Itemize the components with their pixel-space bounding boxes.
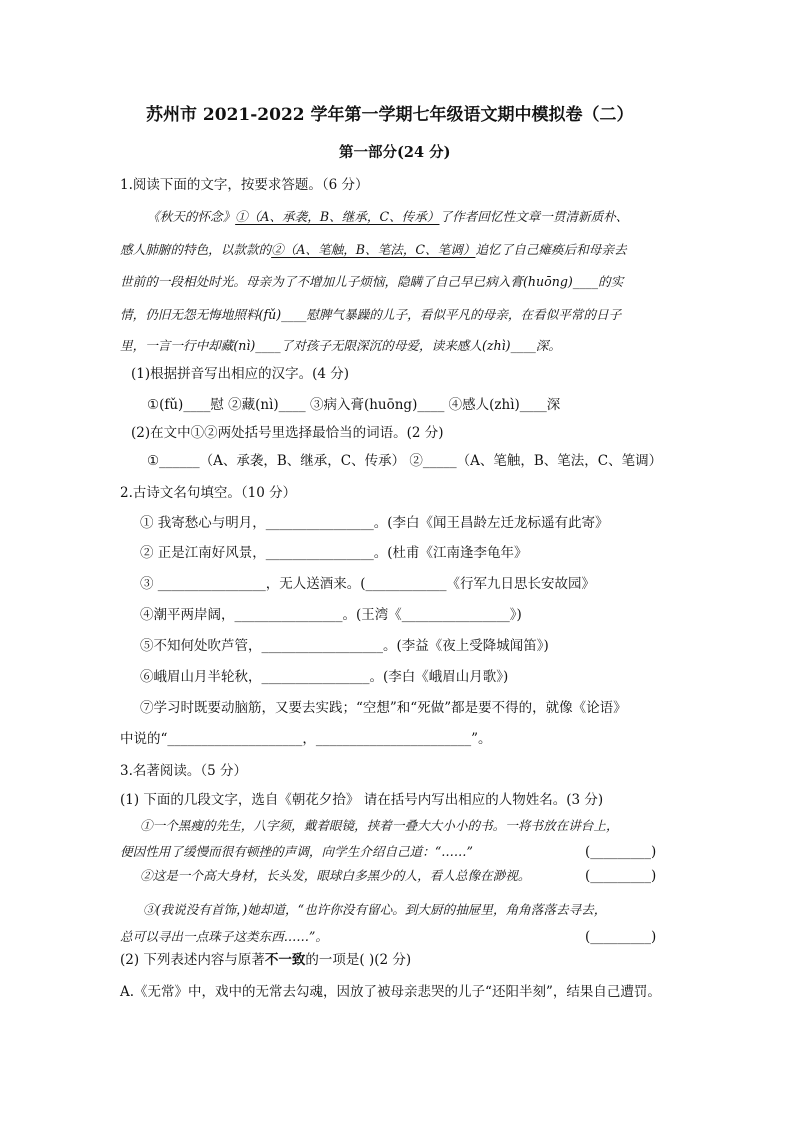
q2-line-8: 中说的“____________________，_______________________”。 bbox=[120, 731, 492, 747]
choice-1-options: ①（A、承袭，B、继承，C、传承） bbox=[235, 209, 440, 224]
q2-line-6: ⑥峨眉山月半轮秋，________________。(李白《峨眉山月歌》) bbox=[140, 669, 509, 685]
q1-sub1-items: ①(fǔ)____慰 ②藏(nì)____ ③病入膏(huōng)____ ④感人(zhì)____深 bbox=[147, 397, 561, 413]
q1-passage-line1: 《秋天的怀念》①（A、承袭，B、继承，C、传承）了作者回忆性文章一贯清新质朴、 bbox=[147, 209, 629, 224]
q1-heading: 1.阅读下面的文字，按要求答题。（6 分） bbox=[120, 177, 369, 193]
q2-heading: 2.古诗文名句填空。（10 分） bbox=[120, 485, 297, 501]
q1-passage-line2: 感人肺腑的特色，以款款的②（A、笔触，B、笔法，C、笔调）追忆了自己瘫痪后和母亲去 bbox=[120, 242, 627, 257]
q3-heading: 3.名著阅读。（5 分） bbox=[120, 763, 248, 779]
q3-sub2-heading: (2) 下列表述内容与原著不一致的一项是( )(2 分) bbox=[120, 952, 412, 968]
q1-passage-line4: 情，仍旧无怨无悔地照料(fǔ)____慰脾气暴躁的儿子，看似平凡的母亲，在看似平常的日子 bbox=[120, 307, 622, 322]
q3-option-a: A.《无常》中，戏中的无常去勾魂，因放了被母亲悲哭的儿子“还阳半刻”，结果自己遭罚。 bbox=[120, 984, 661, 1000]
emphasis-not-consistent: 不一致 bbox=[264, 952, 306, 968]
q2-line-5: ⑤不知何处吹芦管，__________________。(李益《夜上受降城闻笛》) bbox=[140, 638, 549, 654]
q2-line-4: ④潮平两岸阔，________________。(王湾《________________》) bbox=[140, 607, 522, 623]
q1-sub2-items: ①______（A、承袭，B、继承，C、传承） ②_____（A、笔触，B、笔法，C、笔调） bbox=[147, 453, 663, 469]
q2-line-2: ② 正是江南好风景，________________。(杜甫《江南逢李龟年》 bbox=[140, 545, 528, 561]
q3-item3-line1: ③(我说没有首饰，)她却道，“也许你没有留心。到大厨的抽屉里，角角落落去寻去， bbox=[143, 902, 607, 917]
q1-passage-line3: 世前的一段相处时光。母亲为了不增加儿子烦恼，隐瞒了自己早已病入膏(huōng)____的实 bbox=[120, 274, 624, 289]
q2-line-1: ① 我寄愁心与明月，________________。(李白《闻王昌龄左迁龙标遥有此寄》 bbox=[140, 515, 609, 531]
page-title: 苏州市 2021-2022 学年第一学期七年级语文期中模拟卷（二） bbox=[146, 105, 634, 125]
section-subtitle: 第一部分(24 分) bbox=[339, 144, 451, 161]
answer-blank-2[interactable]: (_________) bbox=[585, 868, 657, 884]
q1-passage-line5: 里，一言一行中却藏(nì)____了对孩子无限深沉的母爱，读来感人(zhì)____深。 bbox=[120, 338, 561, 353]
q3-sub1-heading: (1) 下面的几段文字，选自《朝花夕拾》 请在括号内写出相应的人物姓名。(3 分) bbox=[120, 792, 604, 808]
answer-blank-1[interactable]: (_________) bbox=[585, 844, 657, 860]
q3-item2: ②这是一个高大身材，长头发，眼球白多黑少的人，看人总像在渺视。 bbox=[140, 868, 531, 883]
q2-line-3: ③ ________________，无人送酒来。(____________《行军九日思长安故园》 bbox=[140, 576, 596, 592]
q2-line-7: ⑦学习时既要动脑筋，又要去实践；“空想”和“死做”都是要不得的，就像《论语》 bbox=[140, 700, 627, 716]
q3-item3-line2: 总可以寻出一点珠子这类东西……”。 bbox=[120, 929, 328, 944]
answer-blank-3[interactable]: (_________) bbox=[585, 929, 657, 945]
choice-2-options: ②（A、笔触，B、笔法，C、笔调） bbox=[271, 242, 476, 257]
q3-item1-line2: 便因性用了缓慢而很有顿挫的声调，向学生介绍自己道：“……” bbox=[120, 844, 473, 859]
q1-sub1-heading: (1)根据拼音写出相应的汉字。(4 分) bbox=[131, 366, 350, 382]
q1-sub2-heading: (2)在文中①②两处括号里选择最恰当的词语。(2 分) bbox=[131, 425, 444, 441]
q3-item1-line1: ①一个黑瘦的先生，八字须，戴着眼镜，挟着一叠大大小小的书。一将书放在讲台上， bbox=[140, 818, 619, 833]
